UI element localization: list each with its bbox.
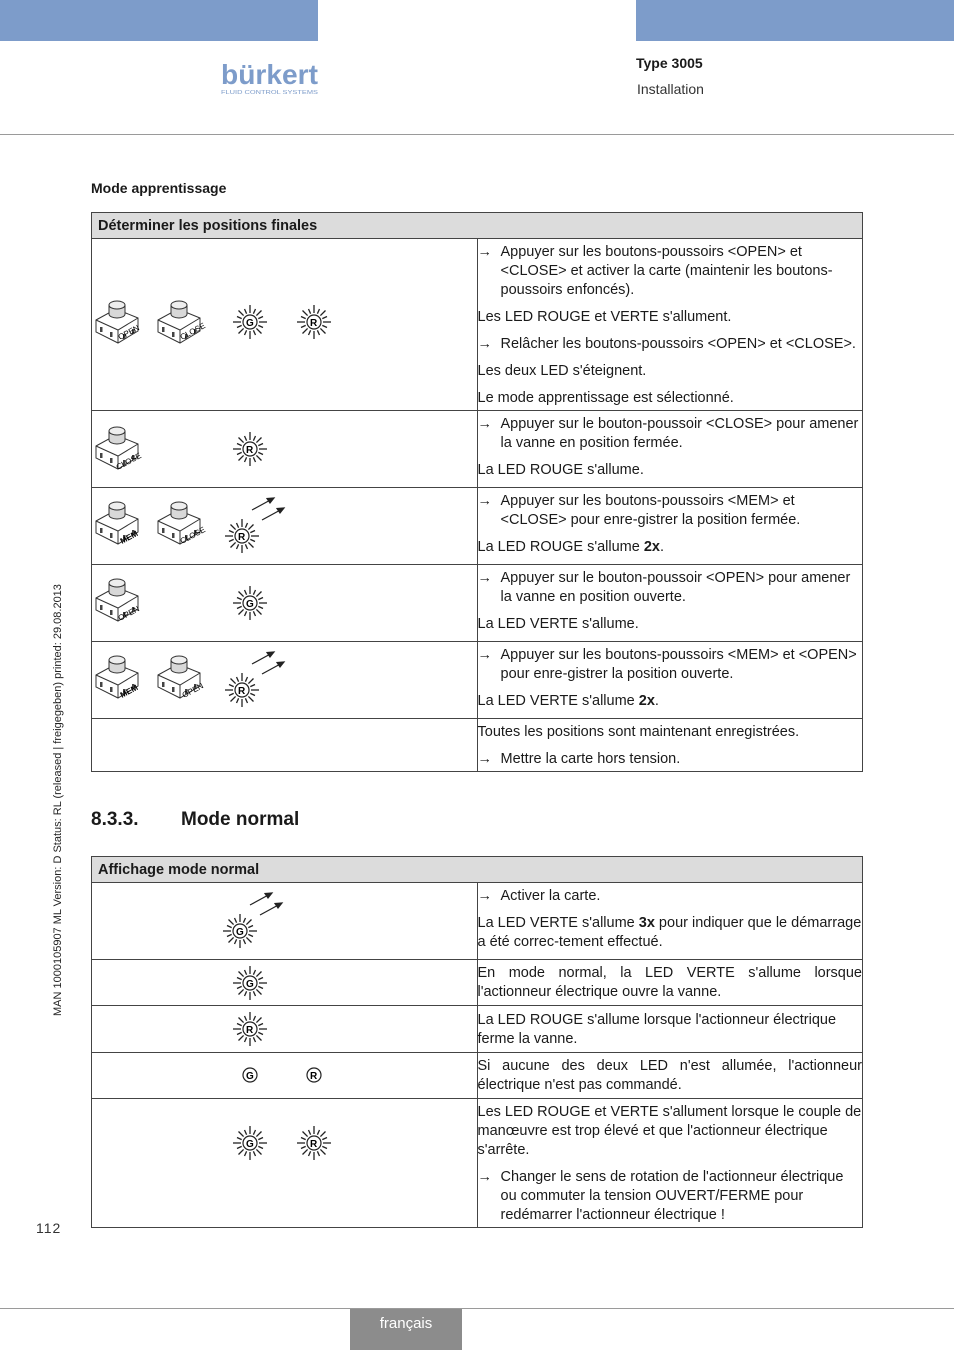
arrow-icon: → [477, 493, 492, 509]
table-header: Affichage mode normal [92, 857, 863, 883]
page-number: 112 [36, 1220, 62, 1236]
close-button-icon [158, 301, 200, 343]
mem-label: MEM [118, 529, 140, 546]
instruction-cell: → Appuyer sur les boutons-poussoirs <MEM> et <OPEN> pour enre-gistrer la position ouverte. La LED VERTE s'allume 2x. [477, 642, 863, 719]
instruction-cell: En mode normal, la LED VERTE s'allume lorsque l'actionneur électrique ouvre la vanne. [477, 960, 863, 1006]
instruction-cell: → Appuyer sur le bouton-poussoir <OPEN> pour amener la vanne en position ouverte. La LED VERTE s'allume. [477, 565, 863, 642]
instruction-cell: La LED ROUGE s'allume lorsque l'actionneur électrique ferme la vanne. [477, 1006, 863, 1053]
arrow-icon: → [477, 888, 492, 904]
green-led-letter: G [246, 318, 254, 329]
close-label: CLOSE [178, 525, 207, 546]
section-heading [91, 809, 299, 831]
table-row [92, 488, 863, 565]
teach-mode-table [91, 212, 863, 772]
icon-cell [92, 1053, 478, 1099]
icon-cell [92, 411, 478, 488]
section-label: Mode apprentissage [91, 180, 227, 196]
icon-cell [92, 642, 478, 719]
burkert-logo [221, 60, 319, 96]
red-led-letter: R [246, 445, 254, 456]
icon-cell [92, 488, 478, 565]
green-led-letter: G [246, 1139, 254, 1150]
icon-cell [92, 239, 478, 411]
instruction-cell: Si aucune des deux LED n'est allumée, l'actionneur électrique n'est pas commandé. [477, 1053, 863, 1099]
instruction-cell: → Appuyer sur les boutons-poussoirs <OPEN> et <CLOSE> et activer la carte (maintenir les boutons-poussoirs enfoncés). Les LED ROUGE et VERTE s'allument. → Relâcher les boutons-poussoirs <OPEN> et <CLOSE>. Les deux LED s'éteignent. Le mode apprentissage est sélectionné. [477, 239, 863, 411]
arrow-icon: → [477, 416, 492, 432]
table-row [92, 883, 863, 960]
normal-mode-table [91, 856, 863, 1228]
red-led-letter: R [246, 1025, 254, 1036]
arrow-icon: → [477, 751, 492, 767]
arrow-icon: → [477, 244, 492, 260]
red-led-letter: R [310, 318, 318, 329]
footer-divider [0, 1308, 954, 1309]
header-band-left [0, 0, 318, 41]
logo-tagline: FLUID CONTROL SYSTEMS [221, 90, 319, 96]
arrow-icon: → [477, 647, 492, 663]
section-title: Mode normal [181, 809, 300, 830]
open-label: OPEN [116, 604, 141, 623]
open-label: OPEN [180, 681, 205, 700]
icon-cell [92, 565, 478, 642]
table-row [92, 1099, 863, 1228]
green-led-letter: G [236, 927, 244, 938]
instruction-cell: → Appuyer sur les boutons-poussoirs <MEM> et <CLOSE> pour enre-gistrer la position fermée. La LED ROUGE s'allume 2x. [477, 488, 863, 565]
doc-type: Type 3005 [636, 55, 703, 71]
mem-label: MEM [118, 683, 140, 700]
table-row [92, 960, 863, 1006]
arrow-icon: → [477, 1169, 492, 1185]
table-row [92, 411, 863, 488]
section-number: 8.3.3. [91, 809, 139, 830]
table-row [92, 1053, 863, 1099]
red-led-letter: R [310, 1071, 318, 1082]
icon-cell [92, 883, 478, 960]
logo-name: bürkert [221, 60, 318, 90]
red-led-letter: R [238, 686, 246, 697]
green-led-letter: G [246, 599, 254, 610]
language-label: français [379, 1315, 433, 1332]
side-document-info: MAN 1000105907 ML Version: D Status: RL (released | freigegeben) printed: 29.08.2013 [52, 584, 64, 1016]
arrow-icon: → [477, 570, 492, 586]
green-led-letter: G [246, 979, 254, 990]
double-arrow-icon [252, 652, 284, 674]
icon-cell [92, 1006, 478, 1053]
instruction-cell: → Appuyer sur le bouton-poussoir <CLOSE> pour amener la vanne en position fermée. La LED ROUGE s'allume. [477, 411, 863, 488]
instruction-cell: → Activer la carte. La LED VERTE s'allume 3x pour indiquer que le démarrage a été correc-tement effectué. [477, 883, 863, 960]
instruction-cell: Les LED ROUGE et VERTE s'allument lorsque le couple de manœuvre est trop élevé et que l'actionneur électrique s'arrête. → Changer le sens de rotation de l'actionneur électrique ou commuter la tension OUVERT/FERME pour redémarrer l'actionneur électrique ! [477, 1099, 863, 1228]
arrow-icon: → [477, 336, 492, 352]
double-arrow-icon [252, 498, 284, 520]
open-label: OPEN [116, 323, 141, 342]
table-row [92, 642, 863, 719]
table-row [92, 1006, 863, 1053]
red-led-letter: R [310, 1139, 318, 1150]
instruction-cell: Toutes les positions sont maintenant enregistrées. → Mettre la carte hors tension. [477, 719, 863, 772]
red-led-letter: R [238, 532, 246, 543]
table-row [92, 239, 863, 411]
table-row [92, 719, 863, 772]
icon-cell [92, 1099, 478, 1228]
icon-cell [92, 960, 478, 1006]
table-row [92, 565, 863, 642]
language-tab [350, 1309, 462, 1350]
header-band-right [636, 0, 954, 41]
doc-section: Installation [637, 81, 704, 97]
icon-cell [92, 719, 478, 772]
green-led-letter: G [246, 1071, 254, 1082]
close-label: CLOSE [114, 451, 143, 472]
header-divider [0, 134, 954, 135]
open-button-icon [96, 301, 138, 343]
table-header: Déterminer les positions finales [92, 213, 863, 239]
double-arrow-icon [250, 893, 282, 915]
close-label: CLOSE [178, 321, 207, 342]
